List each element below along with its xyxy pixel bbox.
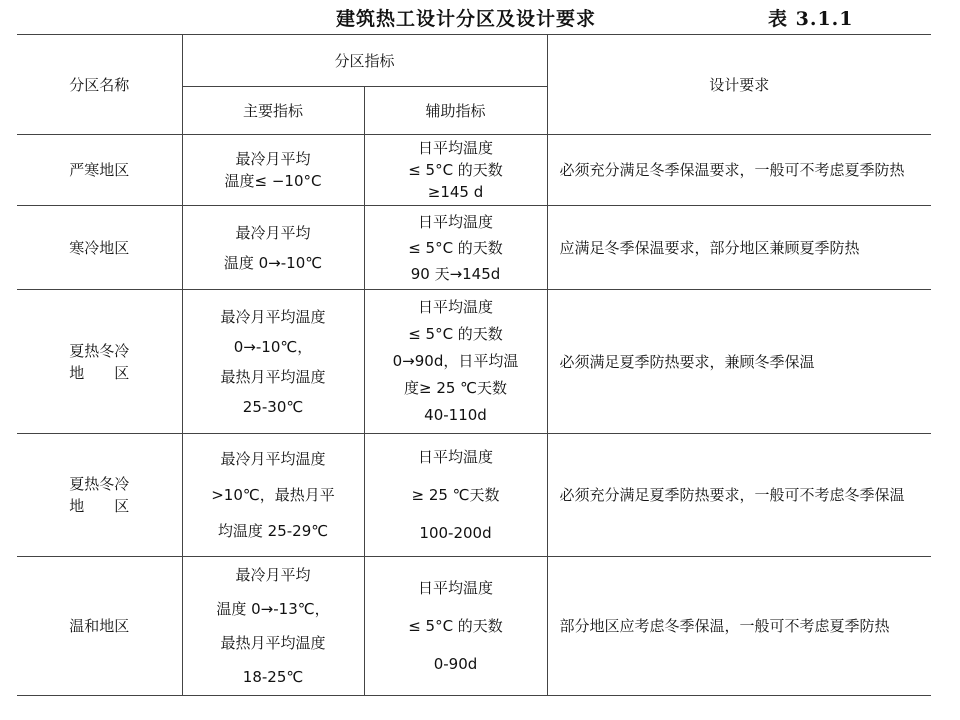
header-indicators: 分区指标 bbox=[182, 35, 547, 87]
main-indicator-line: >10℃，最热月平 bbox=[211, 486, 335, 504]
aux-indicator-line: 100-200d bbox=[419, 524, 492, 542]
main-indicator-line: 最冷月平均 bbox=[235, 223, 311, 242]
aux-indicator-line: 0→90d，日平均温 bbox=[392, 352, 519, 370]
aux-indicator-cell bbox=[364, 206, 547, 290]
zone-name: 地 区 bbox=[69, 363, 130, 382]
header-zone-name: 分区名称 bbox=[17, 35, 182, 135]
zone-name-cell bbox=[17, 290, 182, 434]
main-indicator-line: 0→-10℃， bbox=[233, 337, 313, 356]
aux-indicator-line: 日平均温度 bbox=[418, 212, 494, 231]
table-row bbox=[17, 135, 931, 206]
main-indicator-line: 最冷月平均 bbox=[235, 150, 311, 168]
zone-name: 温和地区 bbox=[69, 617, 130, 635]
table-row bbox=[17, 206, 931, 290]
zone-name-cell bbox=[17, 135, 182, 206]
zone-name-cell bbox=[17, 557, 182, 696]
table-number: 表 3.1.1 bbox=[768, 8, 854, 30]
table-row bbox=[17, 557, 931, 696]
zone-name: 寒冷地区 bbox=[69, 238, 130, 257]
header-aux-indicator: 辅助指标 bbox=[364, 87, 547, 135]
aux-indicator-line: 度≥ 25 ℃天数 bbox=[403, 379, 508, 397]
main-indicator-cell bbox=[182, 434, 364, 557]
aux-indicator-line: 0-90d bbox=[433, 655, 478, 673]
main-indicator-line: 温度≤ −10°C bbox=[224, 172, 322, 190]
zone-name-cell bbox=[17, 206, 182, 290]
aux-indicator-line: 40-110d bbox=[424, 406, 487, 424]
header-main-indicator: 主要指标 bbox=[182, 87, 364, 135]
aux-indicator-cell bbox=[364, 434, 547, 557]
requirement-cell: 必须充分满足冬季保温要求，一般可不考虑夏季防热 bbox=[547, 135, 931, 206]
aux-indicator-line: ≤ 5°C 的天数 bbox=[408, 238, 503, 257]
zone-name: 夏热冬冷 bbox=[69, 341, 130, 360]
aux-indicator-line: ≤ 5°C 的天数 bbox=[408, 617, 503, 635]
aux-indicator-line: ≥145 d bbox=[427, 183, 484, 201]
aux-indicator-cell bbox=[364, 557, 547, 696]
table-row bbox=[17, 434, 931, 557]
aux-indicator-line: 日平均温度 bbox=[418, 579, 494, 597]
aux-indicator-cell bbox=[364, 290, 547, 434]
main-indicator-line: 温度 0→-10℃ bbox=[223, 253, 323, 272]
main-indicator-line: 最冷月平均 bbox=[235, 566, 311, 584]
aux-indicator-line: 日平均温度 bbox=[418, 139, 494, 157]
header-requirement: 设计要求 bbox=[547, 35, 931, 135]
main-indicator-line: 温度 0→-13℃， bbox=[216, 600, 330, 618]
main-indicator-cell bbox=[182, 290, 364, 434]
main-indicator-line: 最冷月平均温度 bbox=[220, 307, 326, 326]
aux-indicator-line: 90 天→145d bbox=[410, 264, 501, 283]
zone-name-cell bbox=[17, 434, 182, 557]
aux-indicator-line: ≤ 5°C 的天数 bbox=[408, 325, 503, 343]
requirement-cell: 必须充分满足夏季防热要求，一般可不考虑冬季保温 bbox=[547, 434, 931, 557]
header-row-1 bbox=[17, 35, 931, 87]
aux-indicator-line: 日平均温度 bbox=[418, 448, 494, 466]
requirement-cell: 部分地区应考虑冬季保温，一般可不考虑夏季防热 bbox=[547, 557, 931, 696]
zone-name: 地 区 bbox=[69, 497, 130, 515]
main-indicator-cell bbox=[182, 206, 364, 290]
main-indicator-line: 最冷月平均温度 bbox=[220, 450, 326, 468]
zone-name: 严寒地区 bbox=[69, 161, 130, 179]
main-indicator-line: 18-25℃ bbox=[242, 668, 304, 686]
table-title: 建筑热工设计分区及设计要求 bbox=[336, 8, 597, 30]
climate-zone-table bbox=[17, 34, 931, 696]
aux-indicator-line: 日平均温度 bbox=[418, 298, 494, 316]
main-indicator-cell bbox=[182, 135, 364, 206]
main-indicator-line: 最热月平均温度 bbox=[220, 367, 326, 386]
main-indicator-line: 25-30℃ bbox=[242, 397, 304, 416]
aux-indicator-line: ≤ 5°C 的天数 bbox=[408, 161, 503, 179]
requirement-cell: 必须满足夏季防热要求，兼顾冬季保温 bbox=[547, 290, 931, 434]
main-indicator-line: 均温度 25-29℃ bbox=[217, 522, 329, 540]
aux-indicator-line: ≥ 25 ℃天数 bbox=[411, 486, 500, 504]
table-row bbox=[17, 290, 931, 434]
main-indicator-line: 最热月平均温度 bbox=[220, 634, 326, 652]
requirement-cell: 应满足冬季保温要求，部分地区兼顾夏季防热 bbox=[547, 206, 931, 290]
aux-indicator-cell bbox=[364, 135, 547, 206]
zone-name: 夏热冬冷 bbox=[69, 475, 130, 493]
main-indicator-cell bbox=[182, 557, 364, 696]
table-caption bbox=[0, 4, 960, 32]
